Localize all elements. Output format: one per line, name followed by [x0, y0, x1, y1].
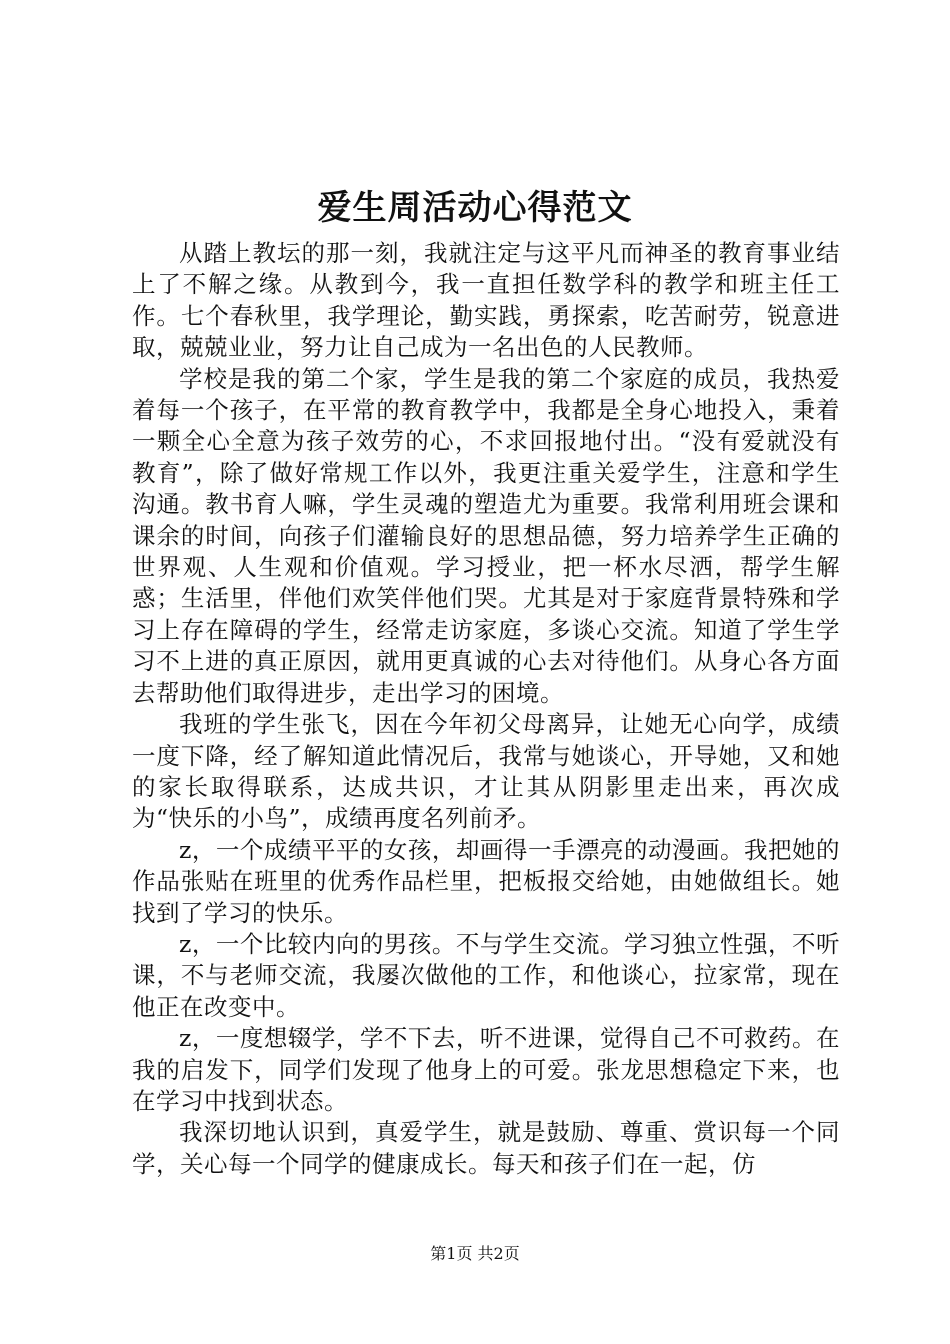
paragraph: z，一度想辍学，学不下去，听不进课，觉得自己不可救药。在我的启发下，同学们发现了他身上的可爱。张龙思想稳定下来，也在学习中找到状态。	[132, 1024, 840, 1115]
paragraph: 我深切地认识到，真爱学生，就是鼓励、尊重、赏识每一个同学，关心每一个同学的健康成长。每天和孩子们在一起，仿	[132, 1118, 840, 1178]
paragraph: z，一个比较内向的男孩。不与学生交流。学习独立性强，不听课，不与老师交流，我屡次做他的工作，和他谈心，拉家常，现在他正在改变中。	[132, 929, 840, 1021]
page-footer: 第1页 共2页	[430, 1244, 520, 1263]
document-title: 爱生周活动心得范文	[317, 188, 633, 228]
paragraph: 学校是我的第二个家，学生是我的第二个家庭的成员，我热爱着每一个孩子，在平常的教育教学中，我都是全身心地投入，秉着一颗全心全意为孩子效劳的心，不求回报地付出。“没有爱就没有教育”，除了做好常规工作以外，我更注重关爱学生，注意和学生沟通。教书育人嘛，学生灵魂的塑造尤为重要。我常利用班会课和课余的时间，向孩子们灌输良好的思想品德，努力培养学生正确的世界观、人生观和价值观。学习授业，把一杯水尽洒，帮学生解惑；生活里，伴他们欢笑伴他们哭。尤其是对于家庭背景特殊和学习上存在障碍的学生，经常走访家庭，多谈心交流。知道了学生学习不上进的真正原因，就用更真诚的心去对待他们。从身心各方面去帮助他们取得进步，走出学习的困境。	[132, 364, 840, 707]
paragraph: z，一个成绩平平的女孩，却画得一手漂亮的动漫画。我把她的作品张贴在班里的优秀作品栏里，把板报交给她，由她做组长。她找到了学习的快乐。	[132, 835, 840, 927]
paragraph: 从踏上教坛的那一刻，我就注定与这平凡而神圣的教育事业结上了不解之缘。从教到今，我一直担任数学科的教学和班主任工作。七个春秋里，我学理论，勤实践，勇探索，吃苦耐劳，锐意进取，兢兢业业，努力让自己成为一名出色的人民教师。	[132, 239, 840, 362]
paragraph: 我班的学生张飞，因在今年初父母离异，让她无心向学，成绩一度下降，经了解知道此情况后，我常与她谈心，开导她，又和她的家长取得联系，达成共识，才让其从阴影里走出来，再次成为“快乐的小鸟”，成绩再度名列前矛。	[132, 710, 840, 833]
document-body	[132, 238, 840, 1180]
